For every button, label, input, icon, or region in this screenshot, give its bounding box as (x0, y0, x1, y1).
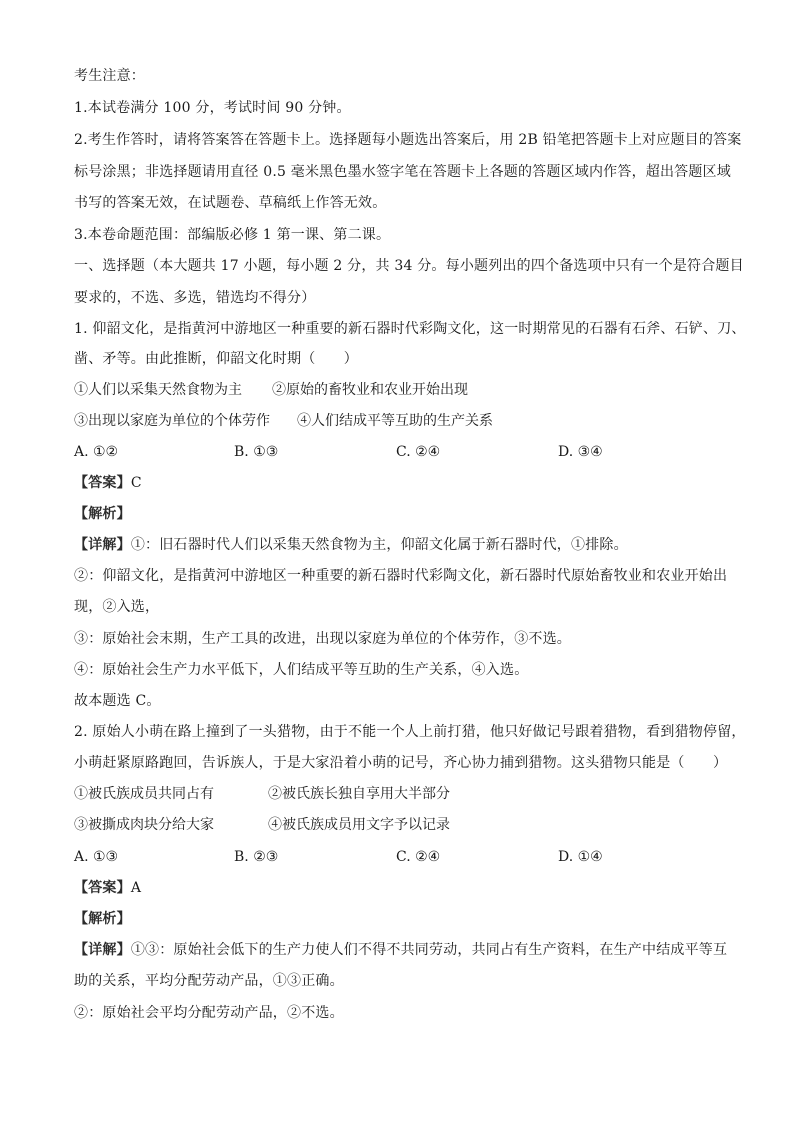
q2-stem-cont: 小萌赶紧原路跑回，告诉族人，于是大家沿着小萌的记号，齐心协力捕到猎物。这头猎物只能是（ ） (74, 755, 728, 771)
notice-item-2-cont: 标号涂黑；非选择题请用直径 0.5 毫米黑色墨水签字笔在答题卡上各题的答题区域内作答，超出答题区域 (74, 164, 731, 180)
section-heading-cont: 要求的，不选、多选，错选均不得分） (74, 290, 316, 306)
q1-option-c: C. ②④ (396, 444, 441, 460)
q1-stem-cont: 凿、矛等。由此推断，仰韶文化时期（ ） (74, 351, 358, 367)
q2-option-b: B. ②③ (234, 849, 279, 865)
q1-detail-1 (74, 536, 628, 554)
q2-detail-3: ②：原始社会平均分配劳动产品，②不选。 (74, 1005, 344, 1021)
q1-stem: 1. 仰韶文化，是指黄河中游地区一种重要的新石器时代彩陶文化，这一时期常见的石器有石斧、石铲、刀、 (74, 321, 746, 337)
q1-option-b: B. ①③ (234, 444, 279, 460)
q2-stem: 2. 原始人小萌在路上撞到了一头猎物，由于不能一个人上前打猎，他只好做记号跟着猎物，看到猎物停留， (74, 724, 746, 740)
q1-detail-3: 现，②入选， (74, 599, 160, 615)
section-heading: 一、选择题（本大题共 17 小题，每小题 2 分，共 34 分。每小题列出的四个备选项中只有一个是符合题目 (74, 258, 744, 274)
answer-tag: 【答案】 (74, 880, 131, 896)
q1-statement-4: ④人们结成平等互助的生产关系 (297, 413, 493, 429)
q2-statement-3: ③被撕成肉块分给大家 (74, 817, 214, 833)
q1-answer (74, 474, 142, 492)
q1-option-a: A. ①② (74, 444, 119, 460)
detail-text: ①：旧石器时代人们以采集天然食物为主，仰韶文化属于新石器时代，①排除。 (130, 537, 628, 553)
q2-answer (74, 879, 141, 897)
q1-statement-2: ②原始的畜牧业和农业开始出现 (272, 382, 468, 398)
answer-tag: 【答案】 (74, 475, 131, 491)
detail-tag: 【详解】 (74, 537, 131, 553)
q2-statement-1: ①被氏族成员共同占有 (74, 786, 214, 802)
notice-heading: 考生注意： (74, 68, 145, 84)
q1-statement-3: ③出现以家庭为单位的个体劳作 (74, 413, 270, 429)
q1-statement-1: ①人们以采集天然食物为主 (74, 382, 242, 398)
q2-analysis-tag: 【解析】 (74, 911, 131, 927)
q2-statement-2: ②被氏族长独自享用大半部分 (268, 786, 450, 802)
q2-detail-1 (74, 941, 727, 959)
q2-statement-4: ④被氏族成员用文字予以记录 (268, 817, 450, 833)
q1-detail-2: ②：仰韶文化，是指黄河中游地区一种重要的新石器时代彩陶文化，新石器时代原始畜牧业和农业开始出 (74, 568, 728, 584)
q2-option-d: D. ①④ (558, 849, 603, 865)
detail-tag: 【详解】 (74, 942, 131, 958)
notice-item-2-cont-2: 书写的答案无效，在试题卷、草稿纸上作答无效。 (74, 195, 387, 211)
q1-detail-4: ③：原始社会末期，生产工具的改进，出现以家庭为单位的个体劳作，③不选。 (74, 631, 571, 647)
q1-option-d: D. ③④ (558, 444, 603, 460)
notice-item-3: 3.本卷命题范围：部编版必修 1 第一课、第二课。 (74, 227, 391, 243)
q1-analysis-tag: 【解析】 (74, 506, 131, 522)
q2-option-c: C. ②④ (396, 849, 441, 865)
q2-option-a: A. ①③ (74, 849, 119, 865)
q1-conclusion: 故本题选 C。 (74, 693, 161, 709)
q1-detail-5: ④：原始社会生产力水平低下，人们结成平等互助的生产关系，④入选。 (74, 662, 529, 678)
detail-text: ①③：原始社会低下的生产力使人们不得不共同劳动，共同占有生产资料，在生产中结成平等互 (130, 942, 728, 958)
q2-detail-2: 助的关系，平均分配劳动产品，①③正确。 (74, 973, 344, 989)
notice-item-2: 2.考生作答时，请将答案答在答题卡上。选择题每小题选出答案后，用 2B 铅笔把答题卡上对应题目的答案 (74, 132, 742, 148)
answer-value: C (130, 475, 142, 491)
answer-value: A (130, 880, 142, 896)
notice-item-1: 1.本试卷满分 100 分，考试时间 90 分钟。 (74, 100, 351, 116)
